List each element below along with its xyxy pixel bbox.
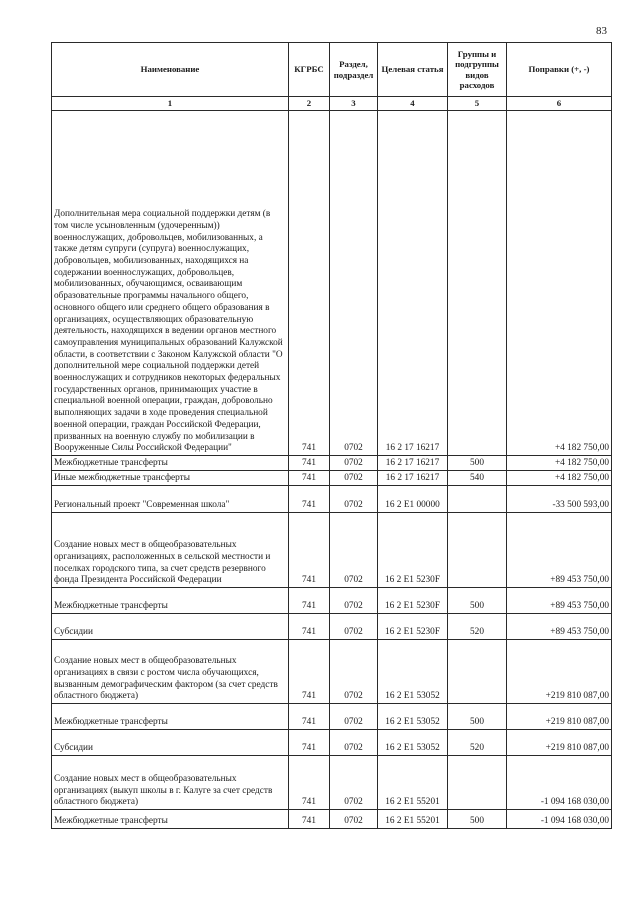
row-kgrbs: 741 [289,730,330,756]
row-target: 16 2 17 16217 [378,471,448,486]
row-group: 500 [448,810,507,829]
table-row [52,756,612,810]
row-group [448,486,507,513]
row-name: Субсидии [52,730,289,756]
row-target: 16 2 E1 00000 [378,486,448,513]
row-kgrbs: 741 [289,756,330,810]
row-section: 0702 [330,730,378,756]
row-target: 16 2 17 16217 [378,111,448,456]
page-number: 83 [596,25,607,37]
row-kgrbs: 741 [289,640,330,704]
row-section: 0702 [330,704,378,730]
row-group: 500 [448,456,507,471]
row-name: Региональный проект "Современная школа" [52,486,289,513]
table-row [52,810,612,829]
row-section: 0702 [330,588,378,614]
row-section: 0702 [330,756,378,810]
budget-amendments-table [51,42,612,829]
column-number: 6 [507,97,612,111]
row-kgrbs: 741 [289,513,330,588]
table-row [52,640,612,704]
row-name: Субсидии [52,614,289,640]
header-section: Раздел, подраздел [330,43,378,97]
header-groups: Группы и подгруппы видов расходов [448,43,507,97]
table-row [52,471,612,486]
row-amount: +89 453 750,00 [507,614,612,640]
row-name: Межбюджетные трансферты [52,588,289,614]
row-kgrbs: 741 [289,471,330,486]
table-row [52,614,612,640]
table-row [52,456,612,471]
row-group: 500 [448,704,507,730]
row-amount: +4 182 750,00 [507,471,612,486]
row-kgrbs: 741 [289,588,330,614]
row-kgrbs: 741 [289,486,330,513]
row-kgrbs: 741 [289,456,330,471]
row-section: 0702 [330,111,378,456]
row-name: Создание новых мест в общеобразовательных организациях (выкуп школы в г. Калуге за счет средств областного бюджета) [52,756,289,810]
row-group: 520 [448,730,507,756]
table-row [52,730,612,756]
table-row [52,588,612,614]
column-number-row [52,97,612,111]
row-target: 16 2 E1 53052 [378,730,448,756]
row-target: 16 2 E1 55201 [378,810,448,829]
row-section: 0702 [330,640,378,704]
row-section: 0702 [330,810,378,829]
row-amount: -1 094 168 030,00 [507,810,612,829]
header-name: Наименование [52,43,289,97]
row-name: Межбюджетные трансферты [52,704,289,730]
row-target: 16 2 E1 5230F [378,614,448,640]
row-section: 0702 [330,456,378,471]
row-name: Межбюджетные трансферты [52,456,289,471]
row-amount: +89 453 750,00 [507,588,612,614]
row-amount: +89 453 750,00 [507,513,612,588]
row-amount: -1 094 168 030,00 [507,756,612,810]
column-number: 3 [330,97,378,111]
row-group [448,111,507,456]
row-amount: +219 810 087,00 [507,640,612,704]
row-group [448,513,507,588]
table-row [52,111,612,456]
column-number: 5 [448,97,507,111]
row-group: 500 [448,588,507,614]
row-amount: +4 182 750,00 [507,111,612,456]
column-number: 2 [289,97,330,111]
row-amount: +219 810 087,00 [507,704,612,730]
table-row [52,486,612,513]
row-name: Иные межбюджетные трансферты [52,471,289,486]
row-name: Создание новых мест в общеобразовательных организациях, расположенных в сельской местности и поселках городского типа, за счет средств резервного фонда Президента Российской Федерации [52,513,289,588]
header-kgrbs: КГРБС [289,43,330,97]
row-section: 0702 [330,614,378,640]
row-kgrbs: 741 [289,614,330,640]
row-target: 16 2 E1 5230F [378,588,448,614]
row-name: Межбюджетные трансферты [52,810,289,829]
row-group [448,640,507,704]
row-amount: -33 500 593,00 [507,486,612,513]
row-kgrbs: 741 [289,704,330,730]
row-section: 0702 [330,486,378,513]
row-group: 540 [448,471,507,486]
row-amount: +219 810 087,00 [507,730,612,756]
row-target: 16 2 E1 53052 [378,704,448,730]
row-kgrbs: 741 [289,810,330,829]
table-row [52,704,612,730]
row-section: 0702 [330,513,378,588]
column-number: 1 [52,97,289,111]
table-header-row [52,43,612,97]
row-target: 16 2 E1 5230F [378,513,448,588]
table-row [52,513,612,588]
row-group [448,756,507,810]
row-target: 16 2 E1 55201 [378,756,448,810]
row-target: 16 2 17 16217 [378,456,448,471]
row-name: Создание новых мест в общеобразовательных организациях в связи с ростом числа обучающихся, вызванным демографическим фактором (за счет средств областного бюджета) [52,640,289,704]
header-target: Целевая статья [378,43,448,97]
row-name: Дополнительная мера социальной поддержки детям (в том числе усыновленным (удочеренным)) военнослужащих, добровольцев, мобилизованных, а также детям супруги (супруга) военнослужащих, добровольцев, мобилизованных, находящихся на содержании военнослужащих, добровольцев, мобилизованных, обучающимся, осваивающим образовательные программы начального общего, основного общего или среднего общего образования в организациях, осуществляющих образовательную деятельность, находящихся в ведении органов местного самоуправления муниципальных образований Калужской области, в соответствии с Законом Калужской области "О дополнительной мере социальной поддержки детей военнослужащих и сотрудников некоторых федеральных государственных органов, принимающих участие в специальной военной операции, граждан, добровольно выполняющих задачи в ходе проведения специальной военной операции, граждан Российской Федерации, призванных на военную службу по мобилизации в Вооруженные Силы Российской Федерации" [52,111,289,456]
row-kgrbs: 741 [289,111,330,456]
row-section: 0702 [330,471,378,486]
row-amount: +4 182 750,00 [507,456,612,471]
column-number: 4 [378,97,448,111]
row-target: 16 2 E1 53052 [378,640,448,704]
row-group: 520 [448,614,507,640]
header-amendments: Поправки (+, -) [507,43,612,97]
